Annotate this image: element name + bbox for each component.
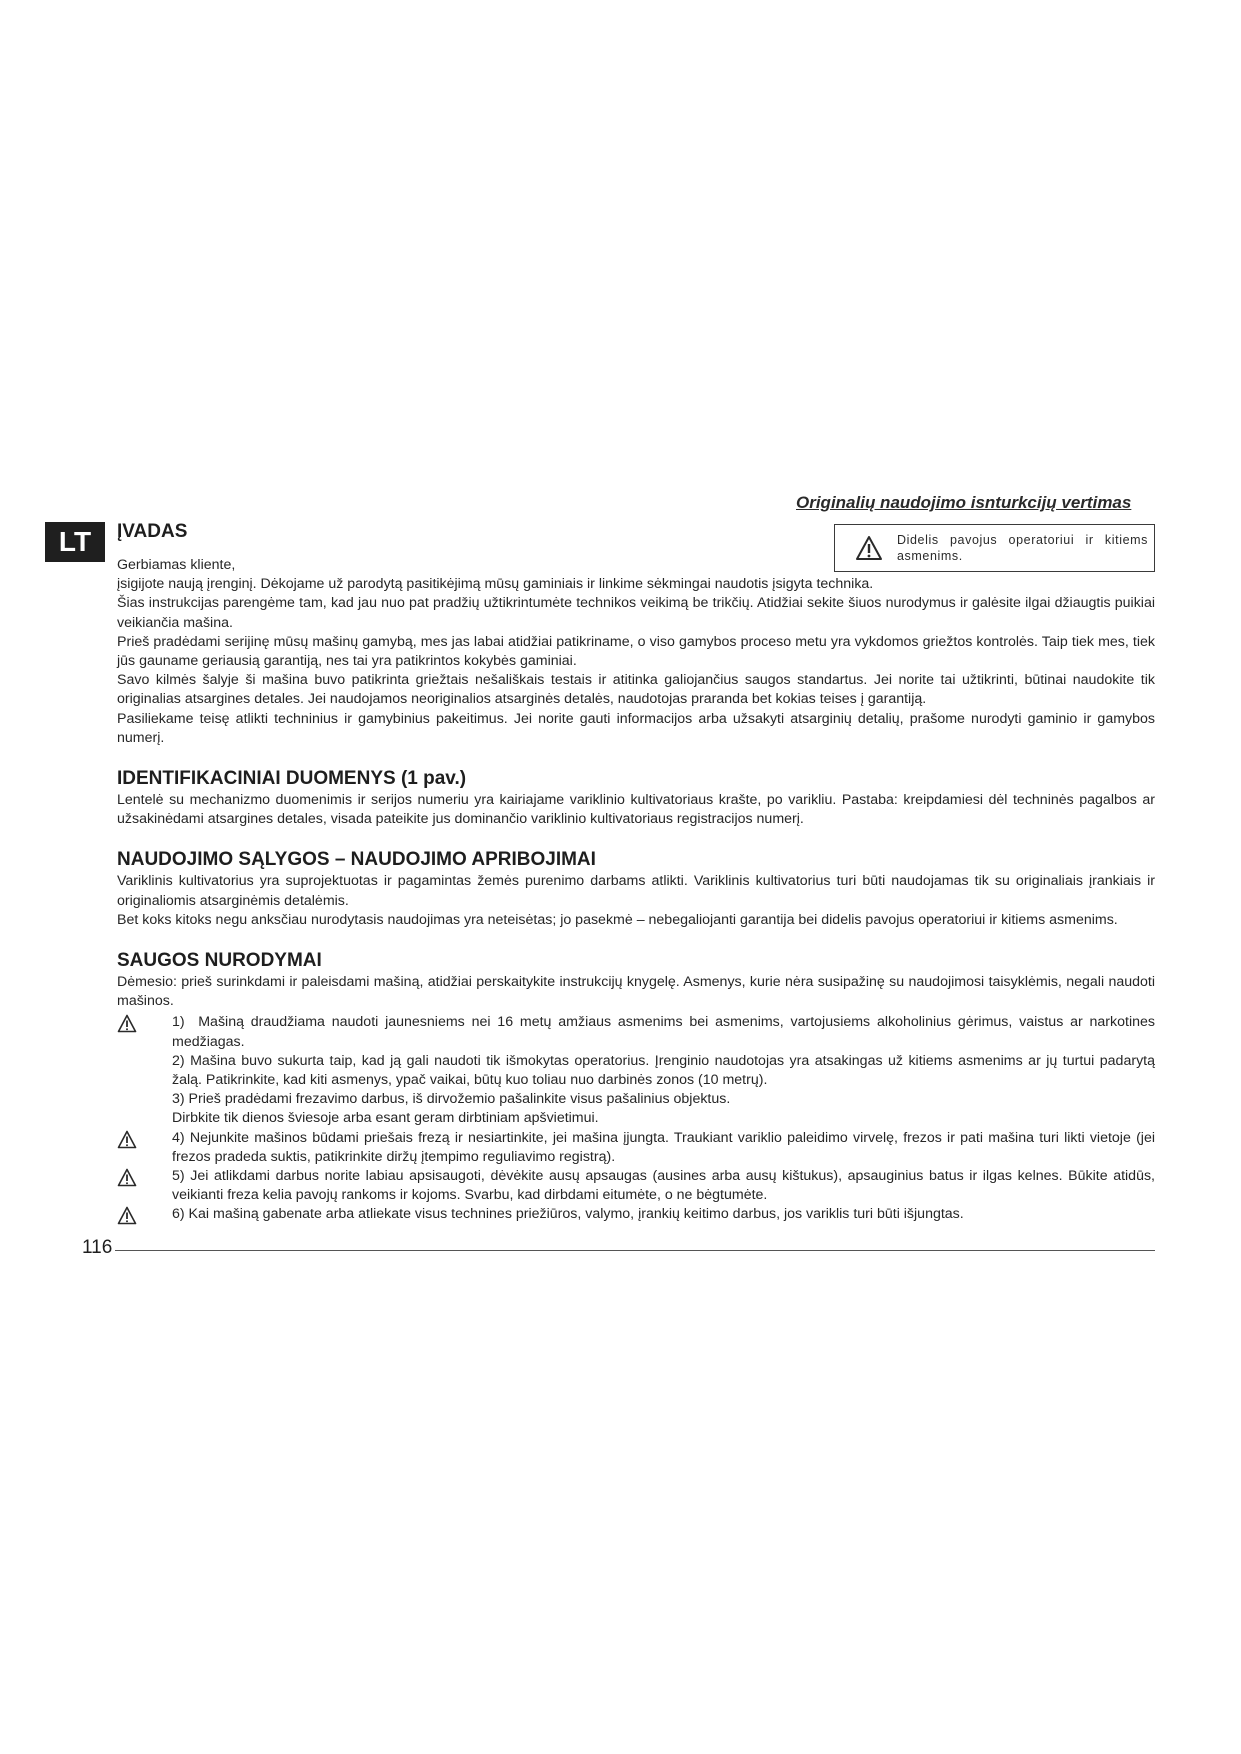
intro-paragraph: Savo kilmės šalyje ši mašina buvo patikrinta griežtais nešališkais testais ir atitinka galiojančius saugos standartus. Jei norite tai užtikrinti, būtinai naudokite tik originalias atsargines detales. Jei naudojamos neoriginalios atsarginės detalės, naudotojas praranda bet kokias teises į garantiją. [117,672,1155,708]
page-number: 116 [82,1237,113,1258]
safety-item-text: 4) Nejunkite mašinos būdami priešais frezą ir nesiartinkite, jei mašina įjungta. Traukiant variklio paleidimo virvelę, frezos ir pati mašina turi likti vietoje (jei frezos pradeda suktis, patikrinkite diržų įtempimo reguliavimo registrą). [172,1129,1155,1165]
document-body [117,520,1155,1225]
safety-item-text: 3) Prieš pradėdami frezavimo darbus, iš dirvožemio pašalinkite visus pašalinius objektus. [172,1091,731,1108]
identification-paragraph: Lentelė su mechanizmo duomenimis ir serijos numeriu yra kairiajame variklinio kultivatoriaus krašte, po varikliu. Pastaba: kreipdamiesi dėl techninės pagalbos ar užsakinėdami atsargines detales, visada pateikite jus dominančio variklinio kultivatoriaus registracijos numerį. [117,792,1155,828]
intro-paragraph: Šias instrukcijas parengėme tam, kad jau nuo pat pradžių užtikrintumėte technikos veikimą be trikčių. Atidžiai sekite šiuos nurodymus ir galėsite ilgai džiaugtis puikiai veikiančia mašina. [117,595,1155,631]
safety-item [117,1052,1155,1090]
safety-intro: Dėmesio: prieš surinkdami ir paleisdami mašiną, atidžiai perskaitykite instrukcijų knygelę. Asmenys, kurie nėra susipažinę su naudojimosi taisyklėmis, negali naudoti mašinos. [117,974,1155,1010]
section-safety [117,949,1155,1225]
section-identification [117,767,1155,829]
warning-triangle-icon [117,1014,137,1033]
warning-triangle-icon [117,1130,137,1149]
safety-item-text: 6) Kai mašiną gabenate arba atliekate visus technines priežiūros, valymo, įrankių keitimo darbus, jos variklis turi būti išjungtas. [172,1206,964,1223]
language-badge: LT [45,522,105,562]
safety-item [117,1167,1155,1205]
warning-triangle-icon [117,1168,137,1187]
usage-paragraph: Variklinis kultivatorius yra suprojektuotas ir pagamintas žemės purenimo darbams atlikti. Variklinis kultivatorius turi būti naudojamas tik su originaliais įrankiais ir originaliomis atsarginėmis detalėmis. [117,873,1155,909]
safety-item-text: Dirbkite tik dienos šviesoje arba esant geram dirbtiniam apšvietimui. [172,1110,599,1127]
section-intro [117,520,1155,748]
footer-rule [115,1250,1155,1251]
intro-paragraph: Pasiliekame teisę atlikti techninius ir gamybinius pakeitimus. Jei norite gauti informacijos arba užsakyti atsarginių detalių, prašome nurodyti gaminio ir gamybos numerį. [117,710,1155,746]
usage-paragraph: Bet koks kitoks negu anksčiau nurodytasis naudojimas yra neteisėtas; jo pasekmė – nebegaliojanti garantija bei didelis pavojus operatoriui ir kitiems asmenims. [117,911,1118,928]
section-heading-identification: IDENTIFIKACINIAI DUOMENYS (1 pav.) [117,768,467,790]
section-heading-intro: ĮVADAS [117,521,188,542]
warning-triangle-icon [117,1206,137,1225]
page-header-title: Originalių naudojimo isnturkcijų vertimas [796,493,1132,512]
intro-paragraph: Gerbiamas kliente, [117,557,236,573]
section-heading-safety: SAUGOS NURODYMAI [117,950,322,972]
safety-item-text: 5) Jei atlikdami darbus norite labiau apsisaugoti, dėvėkite ausų apsaugas (ausines arba ausų kištukus), apsauginius batus ir ilgas kelnes. Būkite atidūs, veikianti freza kelia pavojų rankoms ir kojoms. Svarbu, kad dirbdami eitumėte, o ne bėgtumėte. [172,1168,1155,1204]
warning-box-text: Didelis pavojus operatoriui ir kitiems asmenims. [897,533,1148,563]
safety-item [117,1013,1155,1051]
safety-item-text: 1) Mašiną draudžiama naudoti jaunesniems nei 16 metų amžiaus asmenims bei asmenims, vartojusiems alkoholinius gėrimus, vaistus ar narkotines medžiagas. [172,1014,1155,1050]
safety-item-text: 2) Mašina buvo sukurta taip, kad ją gali naudoti tik išmokytas operatorius. Įrenginio naudotojas yra atsakingas už kitiems asmenims ar jų turtui padarytą žalą. Patikrinkite, kad kiti asmenys, ypač vaikai, būtų kuo toliau nuo darbinės zonos (10 metrų). [172,1052,1155,1089]
safety-item [117,1109,1155,1128]
intro-paragraph: įsigijote naują įrenginį. Dėkojame už parodytą pasitikėjimą mūsų gaminiais ir linkime sėkmingai naudotis įsigyta technika. [117,576,874,593]
safety-item [117,1129,1155,1167]
section-usage [117,848,1155,930]
safety-item [117,1205,1155,1224]
safety-item [117,1090,1155,1109]
intro-paragraph: Prieš pradėdami serijinę mūsų mašinų gamybą, mes jas labai atidžiai patikriname, o viso gamybos proceso metu yra vykdomos griežtos kontrolės. Taip tiek mes, tiek jūs gauname geriausią garantiją, nes tai yra patikrintos kokybės gaminiai. [117,633,1155,670]
section-heading-usage: NAUDOJIMO SĄLYGOS – NAUDOJIMO APRIBOJIMAI [117,849,596,871]
